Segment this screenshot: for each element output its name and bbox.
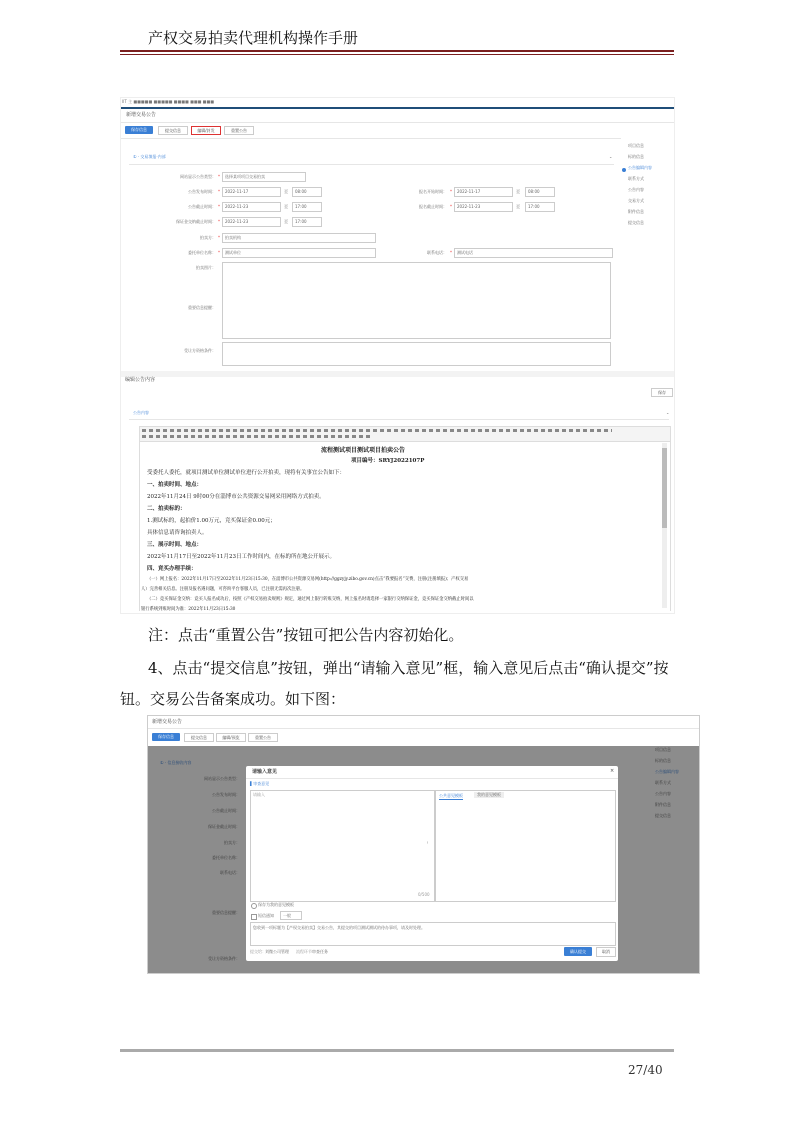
side-item[interactable]: 标的信息	[655, 758, 671, 763]
editor-line: 具体信息请咨询拍卖人。	[147, 530, 208, 536]
field-label: 公告发布时间：	[188, 189, 216, 194]
notify-level-select[interactable]: 一般	[280, 911, 302, 920]
side-item[interactable]: 交易方式	[628, 198, 644, 203]
field-label: 拍卖方：	[224, 840, 240, 845]
reg-end-date-input[interactable]: 2022-11-23	[454, 202, 513, 212]
browser-bar-rule	[121, 107, 674, 109]
flow-step-value: 审查任务	[312, 949, 328, 954]
screenshot-submit-dialog	[147, 715, 700, 974]
side-item[interactable]: 标的信息	[628, 154, 644, 159]
header-rule-thin	[120, 54, 674, 55]
field-label: 受让方资格条件：	[208, 956, 240, 961]
side-item[interactable]: 提交信息	[628, 220, 644, 225]
field-label: 重要信息提醒：	[212, 910, 240, 915]
field-label: 网站显示公告类型：	[180, 174, 216, 179]
save-button[interactable]: 保存	[651, 388, 673, 397]
side-item[interactable]: 联系方式	[655, 780, 671, 785]
submit-to-label: 提交给：	[250, 949, 266, 954]
reg-start-date-input[interactable]: 2022-11-17	[454, 187, 513, 197]
editor-line: 三、展示时间、地点：	[147, 542, 203, 548]
step4-line1: 4、点击“提交信息”按钮，弹出“请输入意见”框，输入意见后点击“确认提交”按	[148, 659, 669, 677]
deposit-date-input[interactable]: 2022-11-23	[222, 217, 281, 227]
editor-doc-title: 流程测试项目测试项目拍卖公告	[321, 447, 406, 454]
active-dot-icon	[622, 168, 626, 172]
field-label: 公告截止时间：	[188, 204, 216, 209]
auctioneer-select[interactable]: 拍卖机构	[222, 233, 376, 243]
page-header-title: 产权交易拍卖代理机构操作手册	[148, 29, 359, 47]
browser-bookmarks-bar: IIT 主 ■■■■■ ■■■■■ ■■■■ ■■■ ■■■	[122, 99, 215, 104]
side-item[interactable]: 项目信息	[628, 143, 644, 148]
reg-end-time-select[interactable]: 17:00	[525, 202, 555, 212]
opinion-dialog	[246, 766, 618, 961]
side-item[interactable]: 公告内容	[655, 791, 671, 796]
header-rule	[120, 50, 674, 52]
field-label: 委托单位名称：	[212, 855, 240, 860]
dialog-title: 请输入意见	[252, 769, 278, 775]
tab-edit-preview[interactable]: 编辑/预览	[216, 733, 246, 742]
lower-section-label: 公告内容	[133, 410, 149, 415]
editor-line: 受委托人委托，就项目测试单位测试单位进行公开拍卖，现将有关事宜公告如下：	[147, 470, 346, 476]
end-date-input[interactable]: 2022-11-23	[222, 202, 281, 212]
field-label: 保证金截止时间：	[208, 824, 240, 829]
editor-line: （二）竞买保证金交纳：竞买人报名成功后，按照《产权交易拍卖规则》规定，通过网上银行转账交纳，网上报名时请选择一家银行交纳保证金，竞买保证金交纳截止时间以	[147, 597, 474, 602]
side-item[interactable]: 附件信息	[655, 802, 671, 807]
char-counter: 0/500	[418, 892, 430, 897]
dialog-subhead: ▌审查意见	[250, 781, 270, 786]
cancel-button[interactable]: 取消	[596, 947, 616, 957]
confirm-submit-button[interactable]: 确认提交	[564, 947, 592, 956]
editor-line: 二、拍卖标的：	[147, 506, 186, 512]
editor-line: 2022年11月24日 9时00分在淄博市公共资源交易网采用网络方式拍卖。	[147, 494, 325, 500]
reg-start-time-select[interactable]: 08:00	[525, 187, 555, 197]
field-label: 受让方资格条件：	[184, 348, 216, 353]
deposit-time-select[interactable]: 17:00	[292, 217, 322, 227]
field-label: 重要信息提醒：	[188, 305, 216, 310]
side-item[interactable]: 项目信息	[655, 747, 671, 752]
tab-common-template[interactable]: 公共意见模板	[439, 793, 463, 798]
editor-line: 一、拍卖时间、地点：	[147, 482, 203, 488]
tab-save-info[interactable]: 保存信息	[125, 126, 153, 134]
field-label: 联系电话：	[427, 250, 447, 255]
tab-edit-seal[interactable]: 编辑/封发	[191, 126, 221, 135]
scroll-handle-icon[interactable]: ⁞	[427, 840, 429, 845]
note-paragraph: 注：点击“重置公告”按钮可把公告内容初始化。	[148, 626, 464, 644]
side-nav-menu	[618, 140, 674, 228]
tab-save-info[interactable]: 保存信息	[152, 733, 180, 741]
template-panel	[435, 790, 616, 902]
chevron-down-icon[interactable]: ⌄	[666, 410, 670, 415]
start-time-select[interactable]: 08:00	[292, 187, 322, 197]
conditions-textarea[interactable]	[222, 342, 611, 366]
side-item[interactable]: 提交信息	[655, 813, 671, 818]
section-label: ① · 信息接收内容	[160, 760, 192, 765]
tab-my-template[interactable]: 我的意见模板	[474, 792, 504, 798]
section-label: ① · 交易填报·内部	[133, 154, 166, 159]
contact-input[interactable]: 测试电话	[454, 248, 613, 258]
save-template-label: 保存为我的意见模板	[258, 902, 294, 907]
sms-message-box[interactable]: 您收到一项标题为【产权交易拍卖】交易公告，其提交的项目测试测试的待办事项，请及时处理。	[250, 922, 616, 946]
end-time-select[interactable]: 17:00	[292, 202, 322, 212]
screenshot-announcement-form: IIT 主 ■■■■■ ■■■■■ ■■■■ ■■■ ■■■ 新增交易公告 保存信息 提交信息 编辑/封发 重置公告 项目信息 标的信息 公告编辑内容 联系方式 公告内容 交易方式 附件信息 提交信息 ① · 交易填报·内部 ⌄ 网站显示公告类型： * 选择某项项目交易拍卖 公告发布时间： * 2022-11-17 至 08:00 报名开始时间： * 2022-11-17 至 08:00 公告截止时间： * 2022-11-23 至 17:00 报名截止时间： * 2022-11-23 至 17:00 保证金交纳截止时间： * 2022-11-23 至 17:00 拍卖方： * 拍卖机构 委托单位名称： * 测试单位 联系电话： * 测试电话 拍卖图片： 重要信息提醒： 受让方资格条件： 编辑公告内容 保存 公告内容 ⌄ 流程测试项目测试项目拍卖公告 项目编号：SRYJ2022107P 受委托人委托，就项目测试单位测试单位进行公开拍卖，现将有关事宜公告如下： 一、拍卖时间、地点： 2022年11月24日 9时00分在淄博市公共资源交易网采用网络方式拍卖。 二、拍卖标的： 1.测试标的，起拍价1.00万元，竞买保证金0.00元； 具体信息请咨询拍卖人。 三、展示时间、地点： 2022年11月17日至2022年11月23日工作时间内，在标的所在地公开展示。 四、竞买办理手续： （一）网上报名：2022年11月17日至2022年11月23日15:30，在淄博市公共资源交易网(http://ggzyjy.zibo.gov.cn)点击“我要报名”交费，注册(注册填报)；产权交易 人）完善相关信息。注册及报名遇问题，可咨询平台客服人员，已注册无需再次注册。 （二）竞买保证金交纳：竞买人报名成功后，按照《产权交易拍卖规则》规定，通过网上银行转账交纳，网上报名时请选择一家银行交纳保证金，竞买保证金交纳截止时间以 银行系统到账时间为准：2022年11月23日15:30	[120, 97, 675, 614]
field-label: 拍卖方：	[200, 235, 216, 240]
notify-label: 短信通知	[258, 913, 274, 918]
side-item[interactable]: 联系方式	[628, 176, 644, 181]
footer-rule	[120, 1049, 674, 1052]
tab-submit-info[interactable]: 提交信息	[158, 126, 188, 135]
editor-line: 四、竞买办理手续：	[147, 566, 197, 572]
field-label: 拍卖图片：	[196, 265, 216, 270]
form-page-title: 新增交易公告	[152, 719, 183, 725]
close-icon[interactable]: ×	[610, 768, 615, 774]
field-label: 联系电话：	[220, 870, 240, 875]
editor-proj-no: 项目编号：SRYJ2022107P	[351, 458, 425, 464]
tab-submit-info[interactable]: 提交信息	[184, 733, 214, 742]
announce-type-select[interactable]: 选择某项项目交易拍卖	[222, 172, 306, 182]
editor-toolbar[interactable]	[139, 426, 671, 442]
field-label: 公告截止时间：	[212, 808, 240, 813]
tab-reset-announcement[interactable]: 重置公告	[224, 126, 254, 135]
field-label: 保证金交纳截止时间：	[176, 219, 216, 224]
step4-line2: 钮。交易公告备案成功。如下图：	[120, 690, 346, 708]
notify-checkbox[interactable]	[251, 914, 257, 920]
editor-line: （一）网上报名：2022年11月17日至2022年11月23日15:30，在淄博市公共资源交易网(http://ggzyjy.zibo.gov.cn)点击“我要报名”交费，注册(注册填报)；产权交易	[147, 577, 469, 582]
chevron-down-icon[interactable]: ⌄	[609, 154, 613, 159]
unit-name-input[interactable]: 测试单位	[222, 248, 376, 258]
save-template-checkbox[interactable]	[251, 903, 257, 909]
editor-line: 1.测试标的，起拍价1.00万元，竞买保证金0.00元；	[147, 518, 276, 524]
side-item-active[interactable]: 公告编辑内容	[655, 769, 679, 774]
submit-to-value: 刘微公司管理	[265, 949, 289, 954]
field-label: 委托单位名称：	[188, 250, 216, 255]
field-label: 公告发布时间：	[212, 792, 240, 797]
field-label: 网站显示公告类型：	[204, 776, 240, 781]
page-number: 27/40	[628, 1063, 663, 1077]
editor-scrollbar-thumb[interactable]	[662, 448, 667, 528]
picture-area[interactable]	[222, 262, 611, 339]
side-item[interactable]: 附件信息	[628, 209, 644, 214]
opinion-textarea[interactable]	[250, 790, 435, 902]
editor-line: 人）完善相关信息。注册及报名遇问题，可咨询平台客服人员，已注册无需再次注册。	[141, 587, 305, 592]
tab-reset-announcement[interactable]: 重置公告	[248, 733, 278, 742]
editor-line: 银行系统到账时间为准：2022年11月23日15:30	[141, 607, 236, 612]
editor-line: 2022年11月17日至2022年11月23日工作时间内，在标的所在地公开展示。	[147, 554, 335, 560]
field-label: 报名开始时间：	[419, 189, 447, 194]
field-label: 报名截止时间：	[419, 204, 447, 209]
lower-panel-title: 编辑公告内容	[125, 377, 156, 383]
textarea-placeholder: 请输入	[253, 792, 265, 797]
flow-step-label: 流程环节：	[296, 949, 316, 954]
start-date-input[interactable]: 2022-11-17	[222, 187, 281, 197]
side-item[interactable]: 公告内容	[628, 187, 644, 192]
form-page-title: 新增交易公告	[126, 112, 157, 118]
side-item-active[interactable]: 公告编辑内容	[628, 165, 652, 170]
